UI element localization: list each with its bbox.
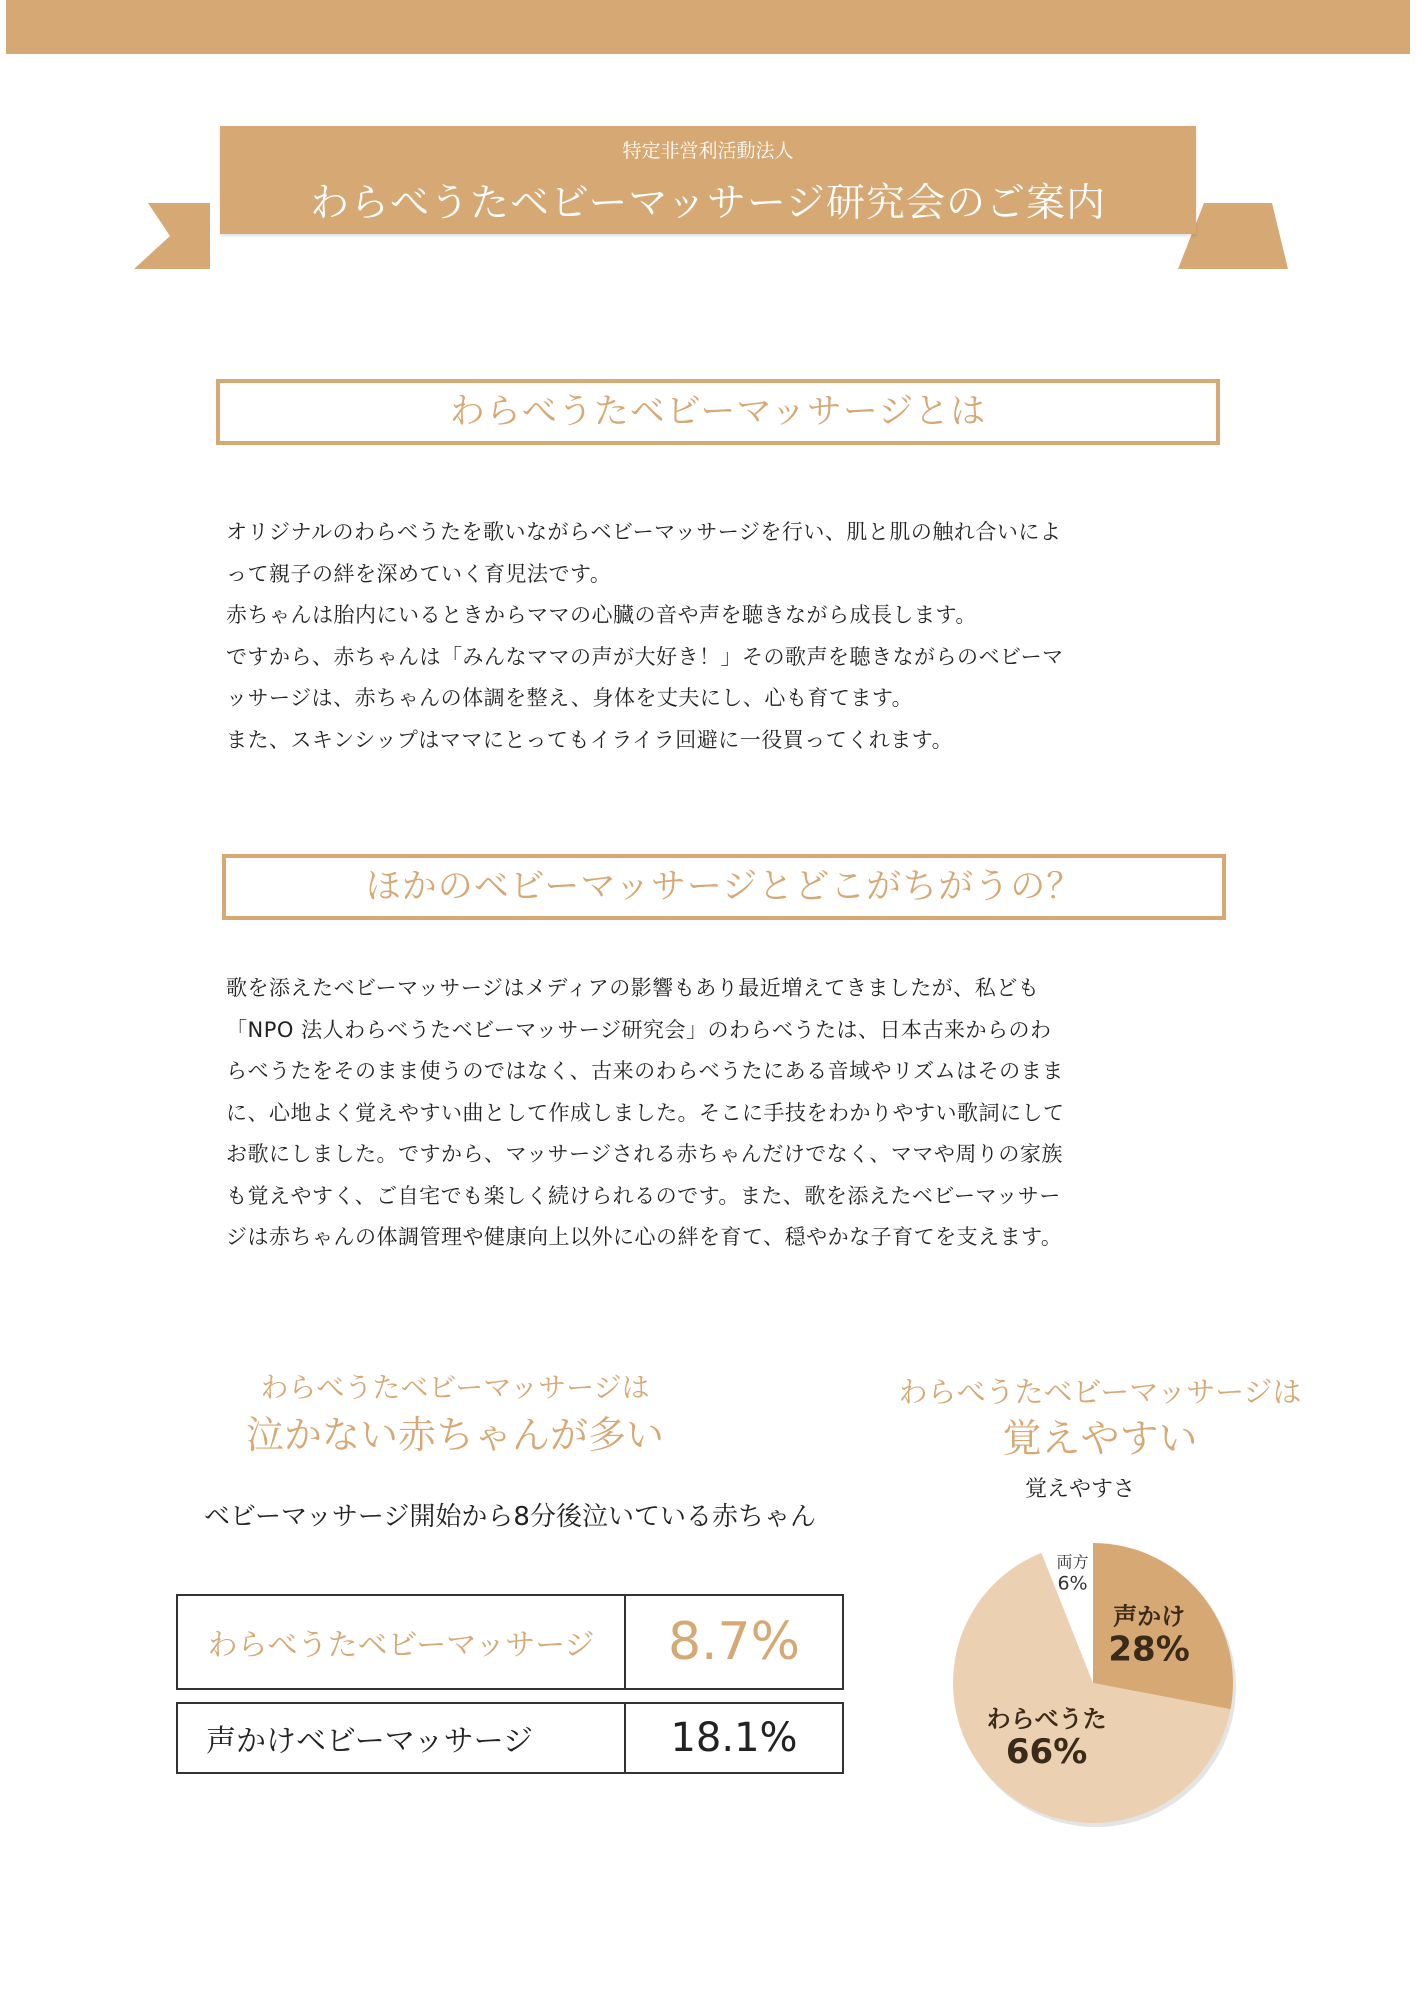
crying-heading-small: わらべうたベビーマッサージは [260,1371,650,1404]
table-caption: ベビーマッサージ開始から8分後泣いている赤ちゃん [204,1502,816,1532]
row-value: 18.1% [670,1715,798,1761]
section-heading-difference: ほかのベビーマッサージとどこがちがうの？ [222,854,1226,920]
body-line: ッサージは、赤ちゃんの体調を整え、身体を丈夫にし、心も育てます。 [226,686,914,710]
pie-label-value: 6% [1057,1572,1088,1595]
body-line: お歌にしました。ですから、マッサージされる赤ちゃんだけでなく、ママや周りの家族 [226,1142,1063,1166]
body-line: ですから、赤ちゃんは「みんなママの声が大好き！」その歌声を聴きながらのベビーマ [226,644,1064,669]
body-line: らべうたをそのまま使うのではなく、古来のわらべうたにある音域やリズムはそのまま [226,1059,1064,1083]
pie-title: 覚えやすさ [1024,1477,1135,1502]
body-line: って親子の絆を深めていく育児法です。 [226,561,612,586]
memorable-heading-small: わらべうたベビーマッサージは [898,1375,1302,1409]
body-line: また、スキンシップはママにとってもイライラ回避に一役買ってくれます。 [226,727,954,752]
section-heading-what-is: わらべうたベビーマッサージとは [216,379,1220,445]
section-body-difference [226,968,1226,1259]
title-banner [220,126,1196,234]
pie-label-value: 66% [1005,1732,1088,1773]
row-label: 声かけベビーマッサージ [178,1704,626,1772]
table-row [176,1702,844,1774]
pie-label-name: わらべうた [986,1705,1107,1734]
section-body-what-is [226,512,1206,761]
body-line: 赤ちゃんは胎内にいるときからママの心臓の音や声を聴きながら成長します。 [226,603,977,627]
memorable-heading-large: 覚えやすい [1002,1417,1198,1462]
row-value: 8.7% [667,1612,801,1672]
pie-label-value: 28% [1108,1629,1190,1670]
pie-label-name: 両方 [1056,1552,1089,1572]
crying-heading-large: 泣かない赤ちゃんが多い [245,1413,664,1457]
row-label: わらべうたベビーマッサージ [178,1596,626,1688]
body-line: ジは赤ちゃんの体調管理や健康向上以外に心の絆を育て、穏やかな子育てを支えます。 [226,1225,1063,1249]
pie-label-name: 声かけ [1113,1602,1186,1631]
banner-subtitle: 特定非営利活動法人 [622,140,794,162]
pie-chart [950,1540,1250,1840]
banner-title: わらべうたベビーマッサージ研究会のご案内 [309,181,1107,226]
pie-label [1057,1553,1089,1595]
body-line: も覚えやすく、ご自宅でも楽しく続けられるのです。また、歌を添えたベビーマッサー [226,1183,1061,1208]
body-line: 「NPO 法人わらべうたベビーマッサージ研究会」のわらべうたは、日本古来からのわ [226,1017,1052,1042]
body-line: オリジナルのわらべうたを歌いながらベビーマッサージを行い、肌と肌の触れ合いによ [226,520,1062,544]
table-row [176,1594,844,1690]
body-line: 歌を添えたベビーマッサージはメディアの影響もあり最近増えてきましたが、私ども [226,976,1040,1000]
body-line: に、心地よく覚えやすい曲として作成しました。そこに手技をわかりやすい歌詞にして [226,1100,1065,1125]
pie-label [1108,1603,1189,1670]
